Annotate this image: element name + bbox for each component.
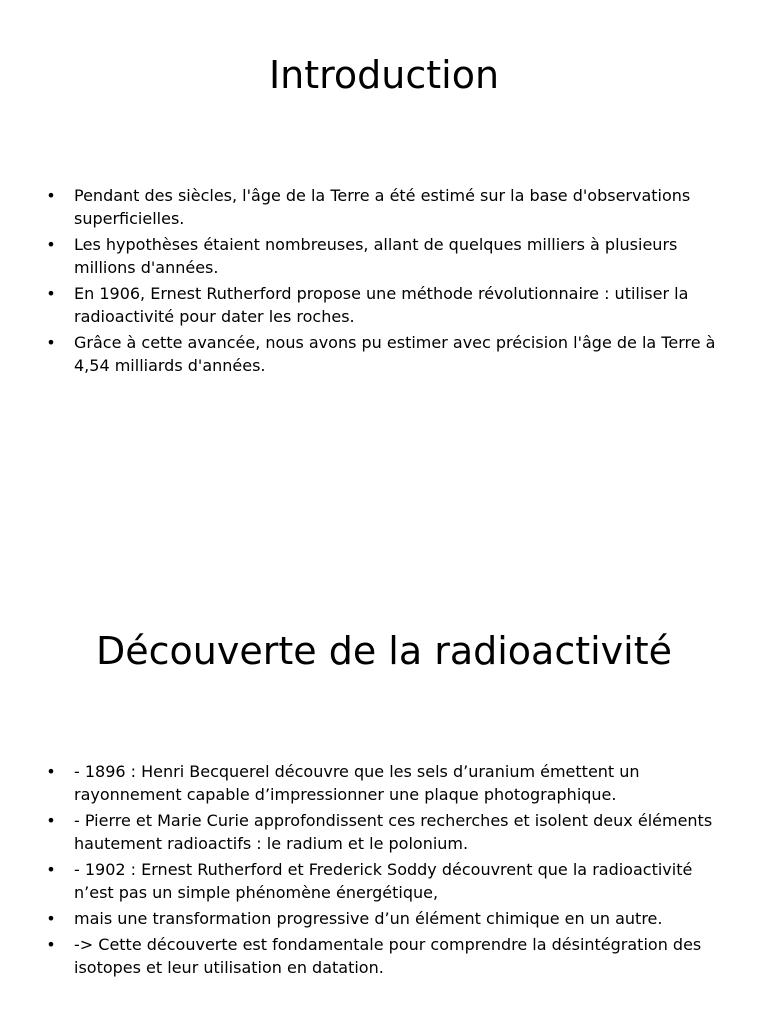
list-item	[44, 933, 734, 979]
bullet-list	[44, 184, 734, 380]
list-item	[44, 184, 734, 230]
bullet-icon: •	[46, 186, 56, 205]
bullet-list	[44, 760, 734, 982]
bullet-icon: •	[46, 811, 56, 830]
bullet-text: - 1896 : Henri Becquerel découvre que les sels d’uranium émettent un rayonnement capable d’impressionner une plaque photographique.	[74, 762, 640, 804]
bullet-icon: •	[46, 909, 56, 928]
list-item	[44, 233, 734, 279]
bullet-icon: •	[46, 935, 56, 954]
bullet-icon: •	[46, 235, 56, 254]
list-item	[44, 858, 734, 904]
list-item	[44, 760, 734, 806]
bullet-text: - Pierre et Marie Curie approfondissent ces recherches et isolent deux éléments hautement radioactifs : le radium et le polonium.	[74, 811, 713, 853]
bullet-text: mais une transformation progressive d’un élément chimique en un autre.	[74, 909, 663, 928]
list-item	[44, 331, 734, 377]
bullet-text: Les hypothèses étaient nombreuses, allant de quelques milliers à plusieurs millions d'années.	[74, 235, 678, 277]
bullet-icon: •	[46, 333, 56, 352]
slide-title: Découverte de la radioactivité	[95, 629, 672, 673]
list-item	[44, 809, 734, 855]
bullet-text: Grâce à cette avancée, nous avons pu estimer avec précision l'âge de la Terre à 4,54 milliards d'années.	[74, 333, 716, 375]
bullet-icon: •	[46, 860, 56, 879]
slide-radioactivity-discovery	[0, 576, 768, 1024]
bullet-icon: •	[46, 762, 56, 781]
list-item	[44, 282, 734, 328]
bullet-text: Pendant des siècles, l'âge de la Terre a été estimé sur la base d'observations superficielles.	[74, 186, 691, 228]
bullet-icon: •	[46, 284, 56, 303]
list-item	[44, 907, 734, 930]
slide-title: Introduction	[268, 53, 500, 97]
bullet-text: -> Cette découverte est fondamentale pour comprendre la désintégration des isotopes et leur utilisation en datation.	[74, 935, 702, 977]
bullet-text: - 1902 : Ernest Rutherford et Frederick Soddy découvrent que la radioactivité n’est pas un simple phénomène énergétique,	[74, 860, 693, 902]
bullet-text: En 1906, Ernest Rutherford propose une méthode révolutionnaire : utiliser la radioactivité pour dater les roches.	[74, 284, 689, 326]
